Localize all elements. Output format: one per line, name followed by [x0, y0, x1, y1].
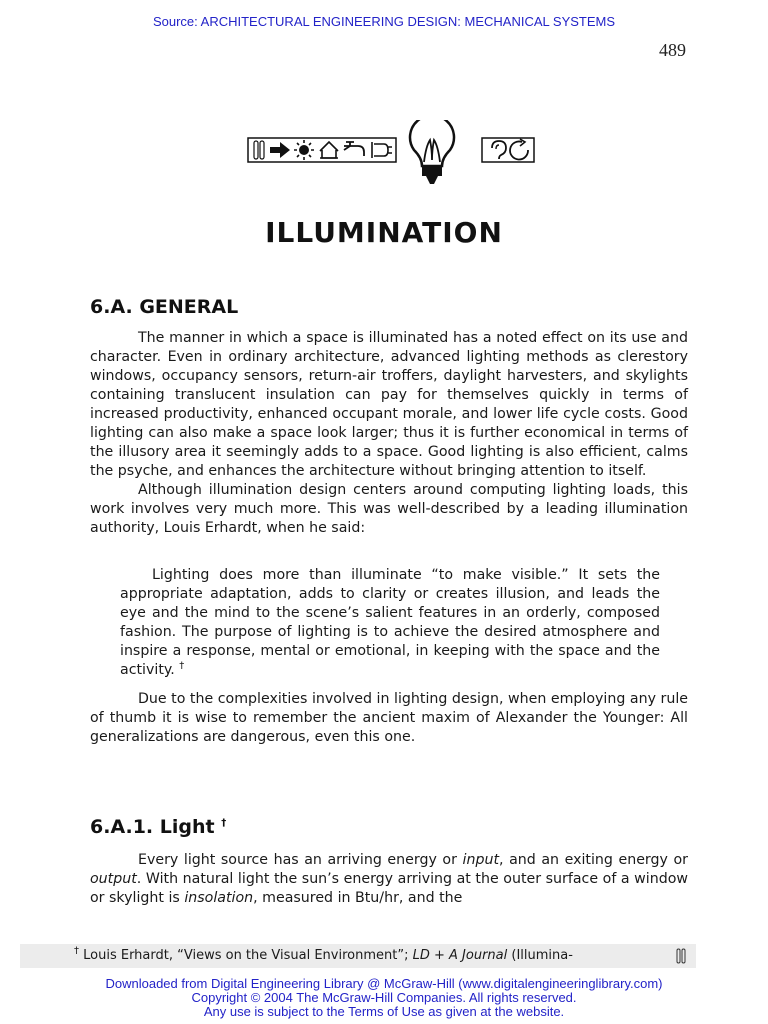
term-insolation: insolation — [184, 890, 254, 906]
section-heading-light — [90, 816, 226, 838]
term-input: input — [462, 852, 500, 868]
paragraph: Although illumination design centers around computing lighting loads, this work involves very much more. This was well-described by a leading illumination authority, Louis Erhardt, when he said: — [90, 482, 688, 536]
footer — [0, 977, 768, 1019]
light-body — [90, 851, 688, 908]
paragraph: The manner in which a space is illuminated has a noted effect on its use and character. Even in ordinary architecture, advanced lighting methods as clerestory windows, occupancy sensors, return-air troffers, daylight harvesters, and skylights containing translucent insulation can pay for themselves quickly in terms of increased productivity, enhanced occupant morale, and lower life cycle costs. Good lighting can also make a space look larger; thus it is further economical in terms of the illusory area it seemingly adds to a space. Good lighting is also efficient, calms the psyche, and enhances the architecture without bringing attention to itself. — [90, 330, 688, 479]
footer-copyright-line: Copyright © 2004 The McGraw-Hill Companies. All rights reserved. — [191, 990, 577, 1005]
footer-terms-line[interactable]: Any use is subject to the Terms of Use as given at the website. — [203, 1004, 565, 1019]
general-body — [90, 329, 688, 538]
house-icon — [320, 142, 338, 158]
sun-icon — [294, 140, 314, 160]
arrow-right-icon — [270, 142, 290, 158]
refresh-icon — [510, 139, 528, 159]
double-bar-icon — [254, 141, 264, 159]
chapter-title: ILLUMINATION — [265, 216, 503, 249]
footnote: † Louis Erhardt, “Views on the Visual Environment”; LD + A Journal (Illumina- — [74, 945, 573, 963]
footnote-marker: † — [179, 660, 185, 672]
paragraph: Due to the complexities involved in lighting design, when employing any rule of thumb it is wise to remember the ancient maxim of Alexander the Younger: All generalizations are dangerous, even this one. — [90, 691, 688, 745]
footnote-marker: † — [74, 945, 79, 957]
footnote-marker: † — [221, 817, 227, 829]
plug-icon — [372, 142, 392, 158]
page-number: 489 — [659, 40, 686, 60]
term-output: output — [90, 871, 137, 887]
footer-download-line[interactable]: Downloaded from Digital Engineering Library @ McGraw-Hill (www.digitalengineeringlibrary.com) — [105, 976, 663, 991]
section-heading-general: 6.A. GENERAL — [90, 296, 239, 318]
ear-icon — [492, 141, 506, 159]
section-heading-light-label: 6.A.1. Light — [90, 816, 215, 838]
paragraph: Every light source has an arriving energy or input, and an exiting energy or output. With natural light the sun’s energy arriving at the outer surface of a window or skylight is insolation, measured in Btu/hr, and the — [90, 852, 689, 906]
chapter-icon-strip — [246, 120, 538, 186]
light-bulb-icon — [410, 120, 454, 184]
quote-text: Lighting does more than illuminate “to make visible.” It sets the appropriate adaptation, adds to clarity or creates illusion, and leads the eye and the mind to the scene’s salient features in an orderly, composed fashion. The purpose of lighting is to achieve the desired atmosphere and inspire a response, mental or emotional, in keeping with the space and the activity. † — [120, 567, 660, 678]
source-line: Source: ARCHITECTURAL ENGINEERING DESIGN: MECHANICAL SYSTEMS — [152, 14, 616, 29]
general-body-continued — [90, 690, 688, 747]
blockquote — [120, 566, 660, 680]
double-bar-icon — [676, 948, 686, 964]
faucet-icon — [344, 142, 364, 156]
